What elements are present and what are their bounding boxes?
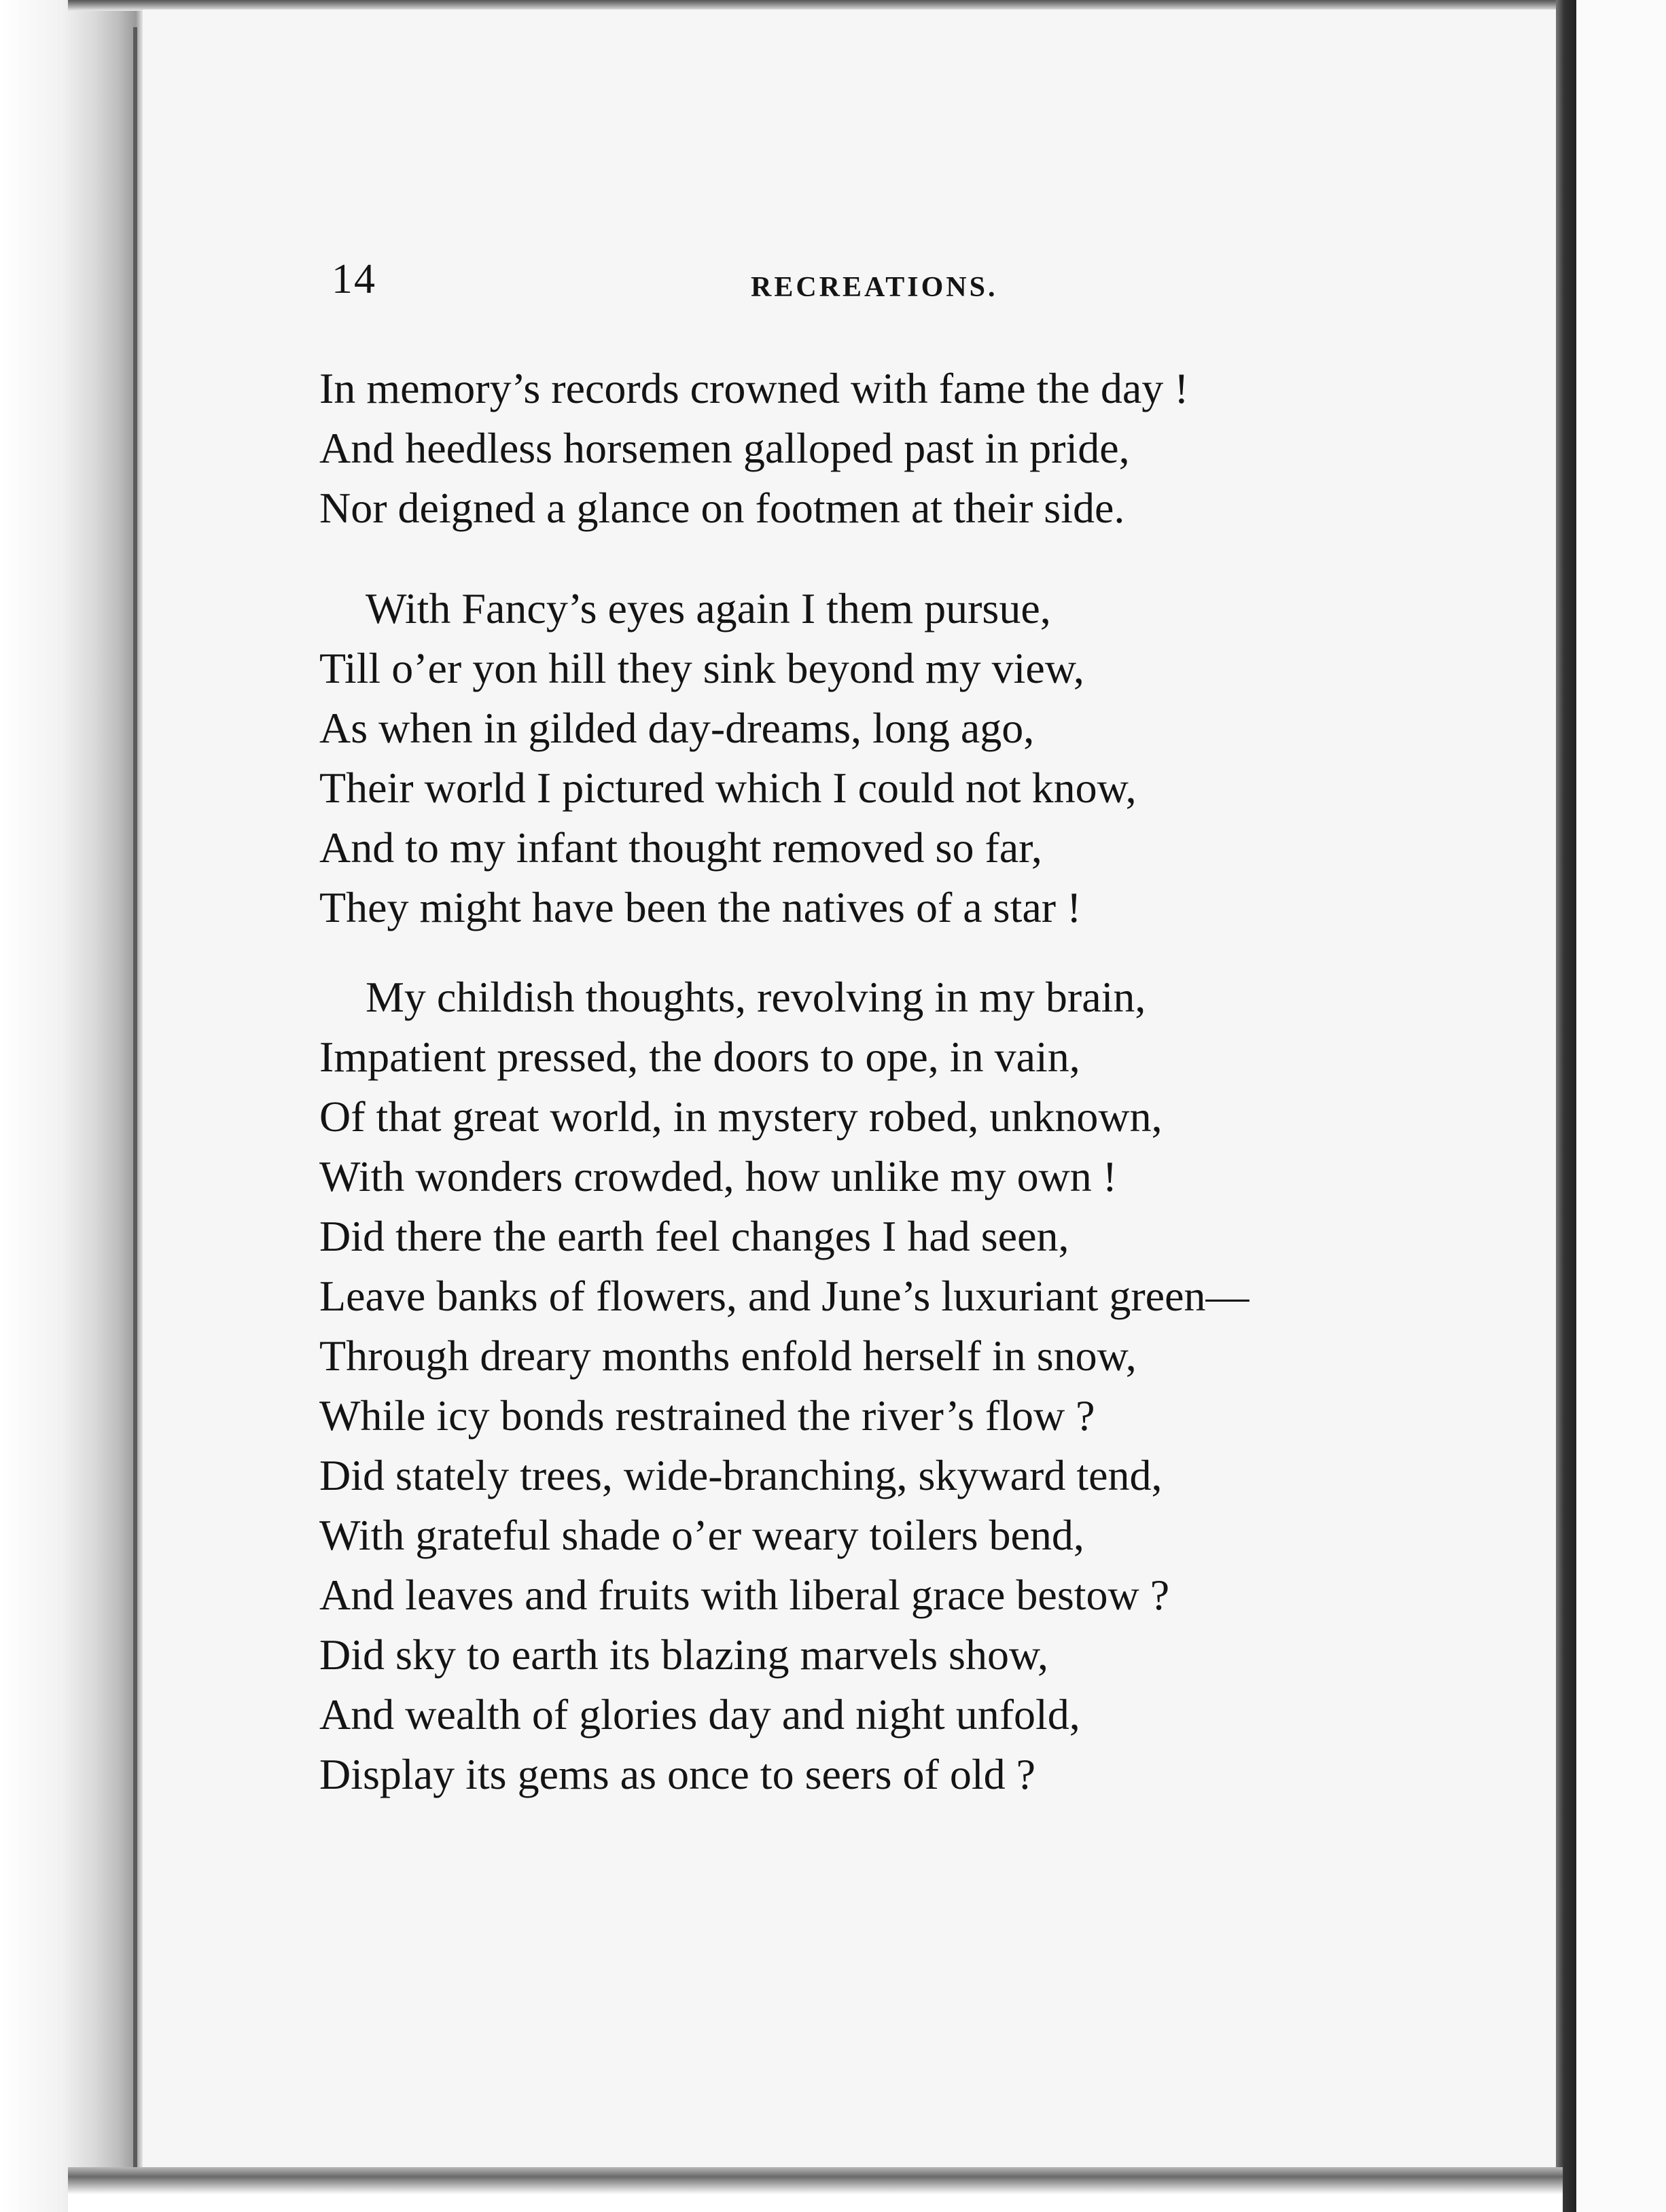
- poem-line: My childish thoughts, revolving in my brain,: [366, 973, 1146, 1021]
- poem-line: Through dreary months enfold herself in snow,: [319, 1332, 1137, 1380]
- poem-line: And to my infant thought removed so far,: [319, 823, 1042, 872]
- poem-line: As when in gilded day-dreams, long ago,: [319, 704, 1035, 752]
- poem-line: And heedless horsemen galloped past in pride,: [319, 424, 1130, 472]
- adjacent-page-strip: [1576, 0, 1666, 2212]
- page-right-edge-shadow: [1556, 0, 1576, 2212]
- poem-stanza-2: [319, 579, 1488, 938]
- poem-line: Did stately trees, wide-branching, skyward tend,: [319, 1451, 1163, 1499]
- running-title: RECREATIONS.: [751, 272, 998, 303]
- book-gutter-shadow: [0, 0, 143, 2212]
- poem-stanza-1: [319, 359, 1488, 538]
- poem-line: And wealth of glories day and night unfold,: [319, 1690, 1080, 1738]
- page-number: 14: [332, 256, 376, 302]
- poem-line: Did sky to earth its blazing marvels show,: [319, 1630, 1048, 1679]
- poem-line: With wonders crowded, how unlike my own !: [319, 1152, 1118, 1200]
- poem-line: Did there the earth feel changes I had seen,: [319, 1212, 1069, 1260]
- poem-line: With Fancy’s eyes again I them pursue,: [366, 584, 1051, 632]
- poem-line: Of that great world, in mystery robed, unknown,: [319, 1092, 1163, 1141]
- page-left-edge: [133, 27, 137, 2167]
- poem-line: Display its gems as once to seers of old ?: [319, 1750, 1035, 1798]
- poem-stanza-3: [319, 967, 1488, 1804]
- poem-line: Impatient pressed, the doors to ope, in vain,: [319, 1033, 1080, 1081]
- page-bottom-edge: [68, 2167, 1563, 2212]
- poem-line: With grateful shade o’er weary toilers bend,: [319, 1511, 1084, 1559]
- poem-line: And leaves and fruits with liberal grace bestow ?: [319, 1571, 1170, 1619]
- poem-line: Leave banks of flowers, and June’s luxuriant green—: [319, 1272, 1250, 1320]
- poem-line: Their world I pictured which I could not know,: [319, 764, 1137, 812]
- poem-line: Nor deigned a glance on footmen at their side.: [319, 484, 1125, 532]
- poem-line: They might have been the natives of a star !: [319, 883, 1082, 931]
- poem-line: In memory’s records crowned with fame the day !: [319, 364, 1189, 412]
- poem-line: Till o’er yon hill they sink beyond my view,: [319, 644, 1084, 692]
- poem-line: While icy bonds restrained the river’s flow ?: [319, 1391, 1095, 1440]
